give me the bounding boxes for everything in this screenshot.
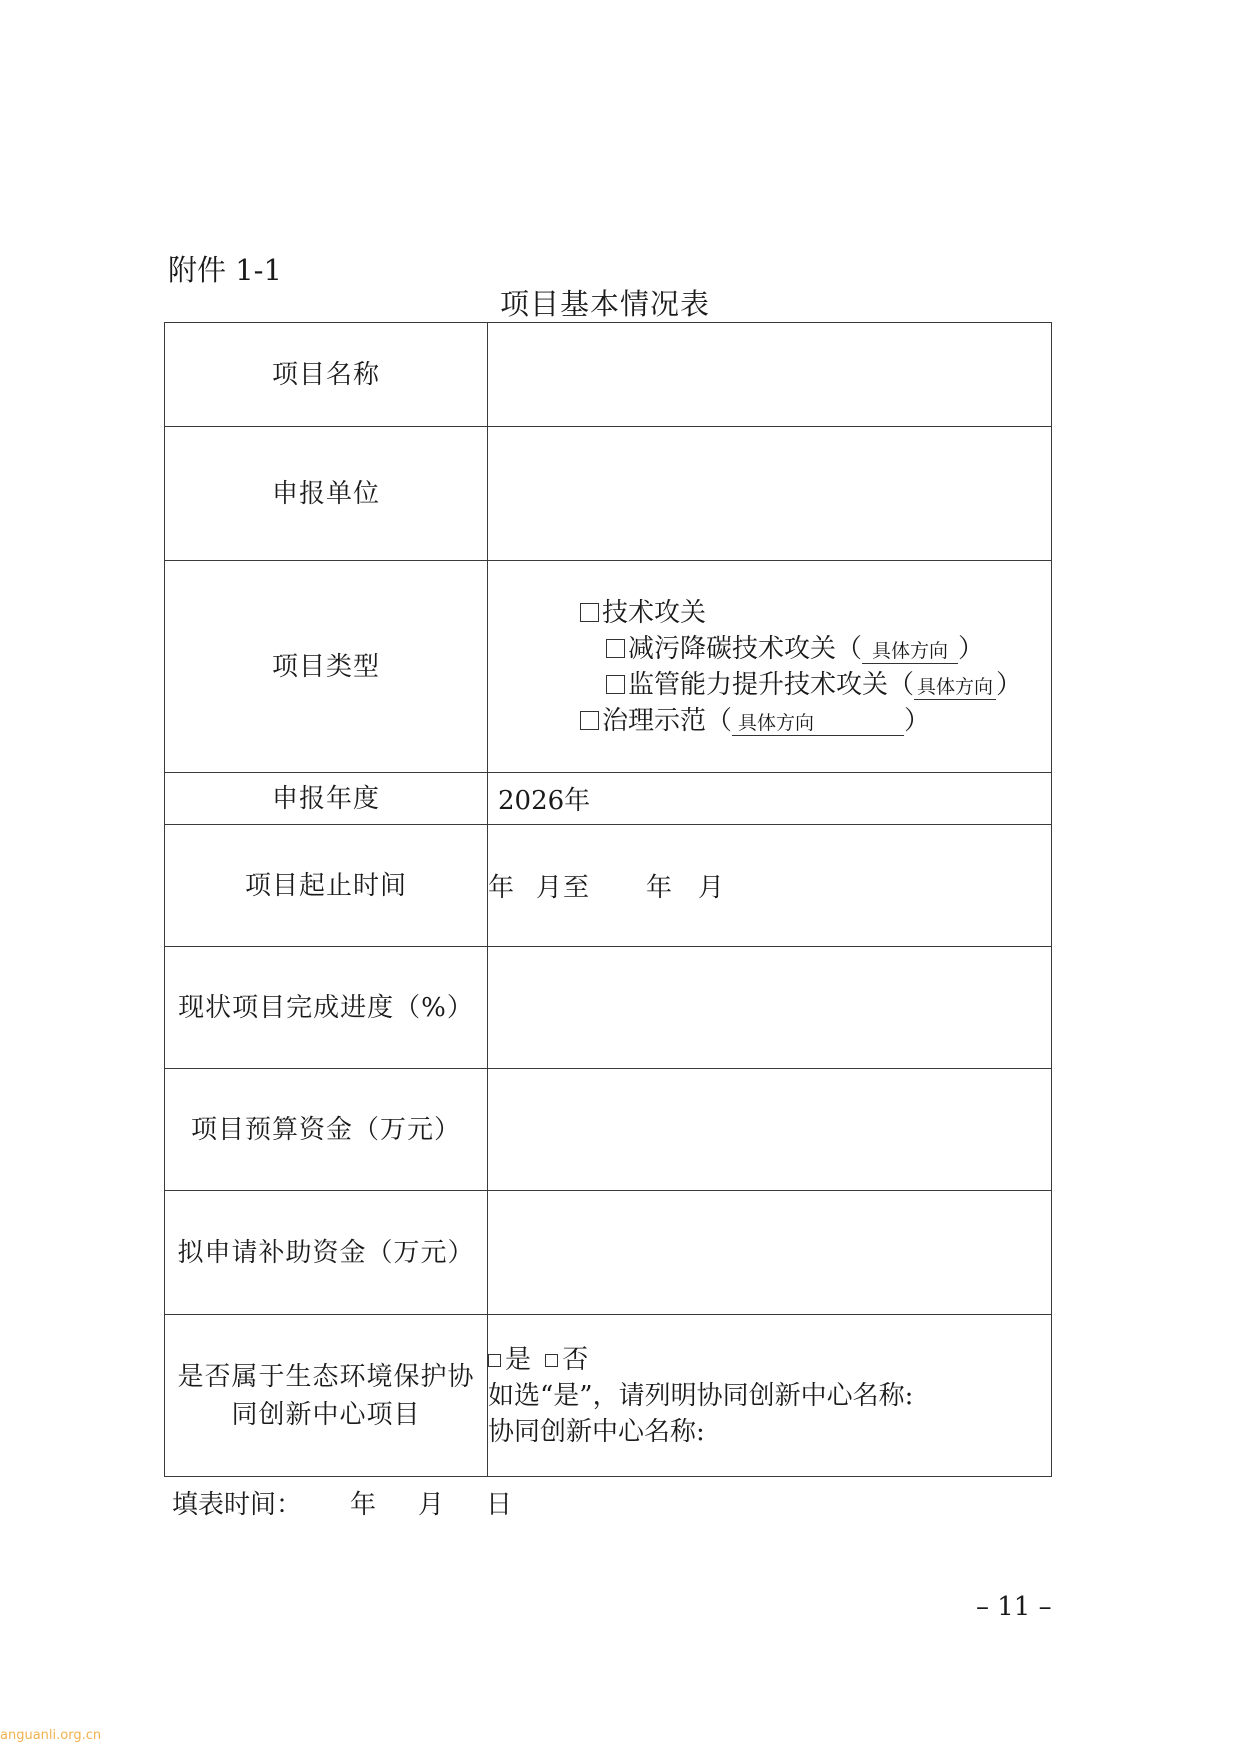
progress-label: 现状项目完成进度（%） bbox=[165, 947, 488, 1069]
option-tech bbox=[580, 595, 1051, 631]
period-month1: 月至 bbox=[536, 873, 591, 903]
fill-time-day[interactable]: 日 bbox=[486, 1490, 513, 1520]
no-label: 否 bbox=[562, 1344, 589, 1375]
row-project-type bbox=[165, 561, 1052, 773]
project-type-field bbox=[488, 561, 1052, 773]
regulate-direction-blank[interactable]: 具体方向 bbox=[914, 675, 996, 700]
period-month2: 月 bbox=[698, 873, 726, 903]
subsidy-field[interactable] bbox=[488, 1191, 1052, 1315]
period-year1: 年 bbox=[488, 873, 516, 903]
row-project-name bbox=[165, 323, 1052, 427]
year-label: 申报年度 bbox=[165, 773, 488, 825]
progress-field[interactable] bbox=[488, 947, 1052, 1069]
close-paren: ） bbox=[904, 705, 931, 736]
collab-yes-no bbox=[488, 1342, 1051, 1378]
row-progress bbox=[165, 947, 1052, 1069]
yes-checkbox[interactable] bbox=[488, 1354, 501, 1367]
project-name-label: 项目名称 bbox=[165, 323, 488, 427]
regulate-checkbox[interactable] bbox=[606, 675, 625, 694]
option-reduce bbox=[580, 631, 1051, 667]
demo-checkbox[interactable] bbox=[580, 711, 599, 730]
row-year bbox=[165, 773, 1052, 825]
row-period bbox=[165, 825, 1052, 947]
form-title: 项目基本情况表 bbox=[499, 287, 710, 321]
applicant-label: 申报单位 bbox=[165, 427, 488, 561]
period-label: 项目起止时间 bbox=[165, 825, 488, 947]
row-applicant bbox=[165, 427, 1052, 561]
watermark: anguanli.org.cn bbox=[0, 1728, 102, 1743]
collab-label-line1: 是否属于生态环境保护协 bbox=[177, 1361, 475, 1392]
period-field[interactable] bbox=[488, 825, 1052, 947]
fill-time bbox=[172, 1484, 512, 1521]
option-regulate-label: 监管能力提升技术攻关（ bbox=[628, 669, 915, 700]
option-demo bbox=[580, 703, 1051, 739]
no-checkbox[interactable] bbox=[545, 1354, 558, 1367]
budget-field[interactable] bbox=[488, 1069, 1052, 1191]
project-name-field[interactable] bbox=[488, 323, 1052, 427]
option-tech-label: 技术攻关 bbox=[602, 597, 707, 628]
budget-label: 项目预算资金（万元） bbox=[165, 1069, 488, 1191]
row-collab bbox=[165, 1315, 1052, 1477]
year-value[interactable]: 2026年 bbox=[488, 773, 1052, 825]
fill-time-month[interactable]: 月 bbox=[418, 1490, 445, 1520]
attachment-label: 附件 1-1 bbox=[168, 253, 282, 287]
row-subsidy bbox=[165, 1191, 1052, 1315]
tech-checkbox[interactable] bbox=[580, 603, 599, 622]
collab-instruction: 如选“是”，请列明协同创新中心名称: bbox=[488, 1380, 914, 1411]
close-paren: ） bbox=[958, 633, 985, 664]
collab-label-line2: 同创新中心项目 bbox=[231, 1399, 421, 1430]
project-type-label: 项目类型 bbox=[165, 561, 488, 773]
reduce-direction-blank[interactable]: 具体方向 bbox=[862, 639, 958, 664]
fill-time-label: 填表时间： bbox=[172, 1490, 303, 1520]
collab-center-name[interactable]: 协同创新中心名称: bbox=[488, 1416, 705, 1447]
reduce-checkbox[interactable] bbox=[606, 639, 625, 658]
fill-time-year[interactable]: 年 bbox=[350, 1490, 377, 1520]
project-info-table bbox=[164, 322, 1052, 1477]
subsidy-label: 拟申请补助资金（万元） bbox=[165, 1191, 488, 1315]
period-year2: 年 bbox=[646, 873, 674, 903]
yes-label: 是 bbox=[505, 1344, 532, 1375]
applicant-field[interactable] bbox=[488, 427, 1052, 561]
option-regulate bbox=[580, 667, 1051, 703]
close-paren: ） bbox=[996, 669, 1023, 700]
row-budget bbox=[165, 1069, 1052, 1191]
demo-direction-blank[interactable]: 具体方向 bbox=[732, 711, 904, 736]
option-reduce-label: 减污降碳技术攻关（ bbox=[628, 633, 863, 664]
option-demo-label: 治理示范（ bbox=[602, 705, 733, 736]
collab-label bbox=[165, 1315, 488, 1477]
page-number: – 11 – bbox=[976, 1592, 1052, 1622]
collab-field bbox=[488, 1315, 1052, 1477]
